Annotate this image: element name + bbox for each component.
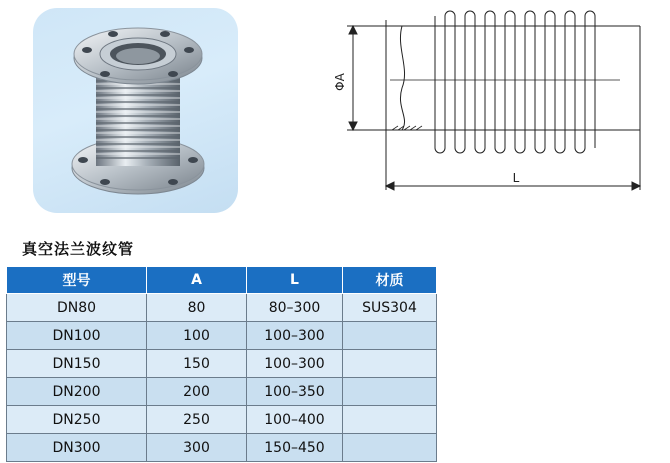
cell-a: 200 <box>147 378 247 406</box>
cell-model: DN100 <box>7 322 147 350</box>
cell-material <box>343 434 437 462</box>
spec-table <box>6 266 437 462</box>
cell-l: 150–450 <box>247 434 343 462</box>
cell-a: 300 <box>147 434 247 462</box>
table-row <box>7 322 437 350</box>
cell-model: DN250 <box>7 406 147 434</box>
header-l: L <box>247 267 343 294</box>
dim-a-label: ΦA <box>333 73 347 91</box>
product-title: 真空法兰波纹管 <box>22 240 135 258</box>
cell-a: 250 <box>147 406 247 434</box>
cell-l: 100–400 <box>247 406 343 434</box>
cell-a: 150 <box>147 350 247 378</box>
cell-l: 100–350 <box>247 378 343 406</box>
product-photo <box>33 8 238 213</box>
cell-model: DN80 <box>7 294 147 322</box>
cell-material <box>343 350 437 378</box>
cell-material <box>343 406 437 434</box>
table-row <box>7 378 437 406</box>
cell-l: 80–300 <box>247 294 343 322</box>
cell-material <box>343 378 437 406</box>
cell-a: 100 <box>147 322 247 350</box>
cell-l: 100–300 <box>247 322 343 350</box>
table-row <box>7 350 437 378</box>
cell-model: DN300 <box>7 434 147 462</box>
cell-model: DN150 <box>7 350 147 378</box>
header-material: 材质 <box>343 267 437 294</box>
bellows-image <box>33 8 238 213</box>
header-model: 型号 <box>7 267 147 294</box>
dimension-drawing <box>330 8 660 203</box>
cell-material: SUS304 <box>343 294 437 322</box>
table-header-row <box>7 267 437 294</box>
dim-l-label: L <box>512 171 520 185</box>
header-a: A <box>147 267 247 294</box>
cell-a: 80 <box>147 294 247 322</box>
table-row <box>7 434 437 462</box>
table-row <box>7 294 437 322</box>
cell-model: DN200 <box>7 378 147 406</box>
cell-l: 100–300 <box>247 350 343 378</box>
cell-material <box>343 322 437 350</box>
table-row <box>7 406 437 434</box>
